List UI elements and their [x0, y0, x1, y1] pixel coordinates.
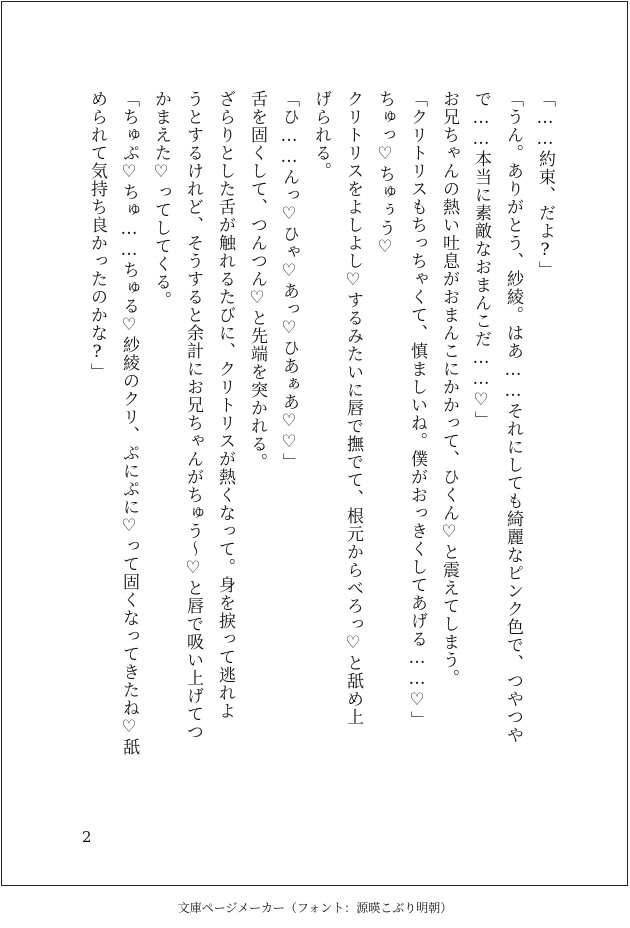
page-frame: [1, 1, 628, 886]
text-line: 「……約束、だよ?」: [535, 90, 555, 279]
text-line: かまえた♡ってしてくる。: [151, 90, 171, 309]
text-line: お兄ちゃんの熱い吐息がおまんこにかかって、ひくん♡と震えてしまう。: [439, 90, 459, 687]
text-line: 舌を固くして、つんつん♡と先端を突かれる。: [247, 90, 267, 471]
text-line: 「うん。ありがとう、紗綾。はあ……それにしても綺麗なピンク色で、つやつや: [503, 90, 523, 744]
text-line: められて気持ち良かったのかな?」: [87, 90, 107, 381]
text-line: ちゅっ♡ちゅぅう♡: [375, 90, 395, 258]
text-line: げられる。: [311, 90, 331, 180]
text-line: うとするけれど、そうすると余計にお兄ちゃんがちゅう〜♡と唇で吸い上げてつ: [183, 90, 203, 741]
text-line: で……本当に素敵なおまんこだ……♡」: [471, 90, 491, 429]
footer-caption: 文庫ページメーカー（フォント：源暎こぶり明朝）: [177, 901, 453, 915]
body-text: [80, 90, 560, 800]
page-number: 2: [82, 828, 92, 846]
text-line: ざらりとした舌が触れるたびに、クリトリスが熱くなって。身を捩って逃れよ: [215, 90, 235, 720]
text-line: 「ちゅぷ♡ちゅ……ちゅる♡紗綾のクリ、ぷにぷに♡って固くなってきたね♡舐: [119, 90, 139, 756]
text-line: 「クリトリスもちっちゃくて、慎ましいね。僕がおっきくしてあげる……♡」: [407, 90, 427, 729]
text-line: 「ひ……んっ♡ひゃ♡あっ♡ひあぁあ♡♡」: [279, 90, 299, 471]
text-line: クリトリスをよしよし♡するみたいに唇で撫でて、根元からべろっ♡と舐め上: [343, 90, 363, 726]
